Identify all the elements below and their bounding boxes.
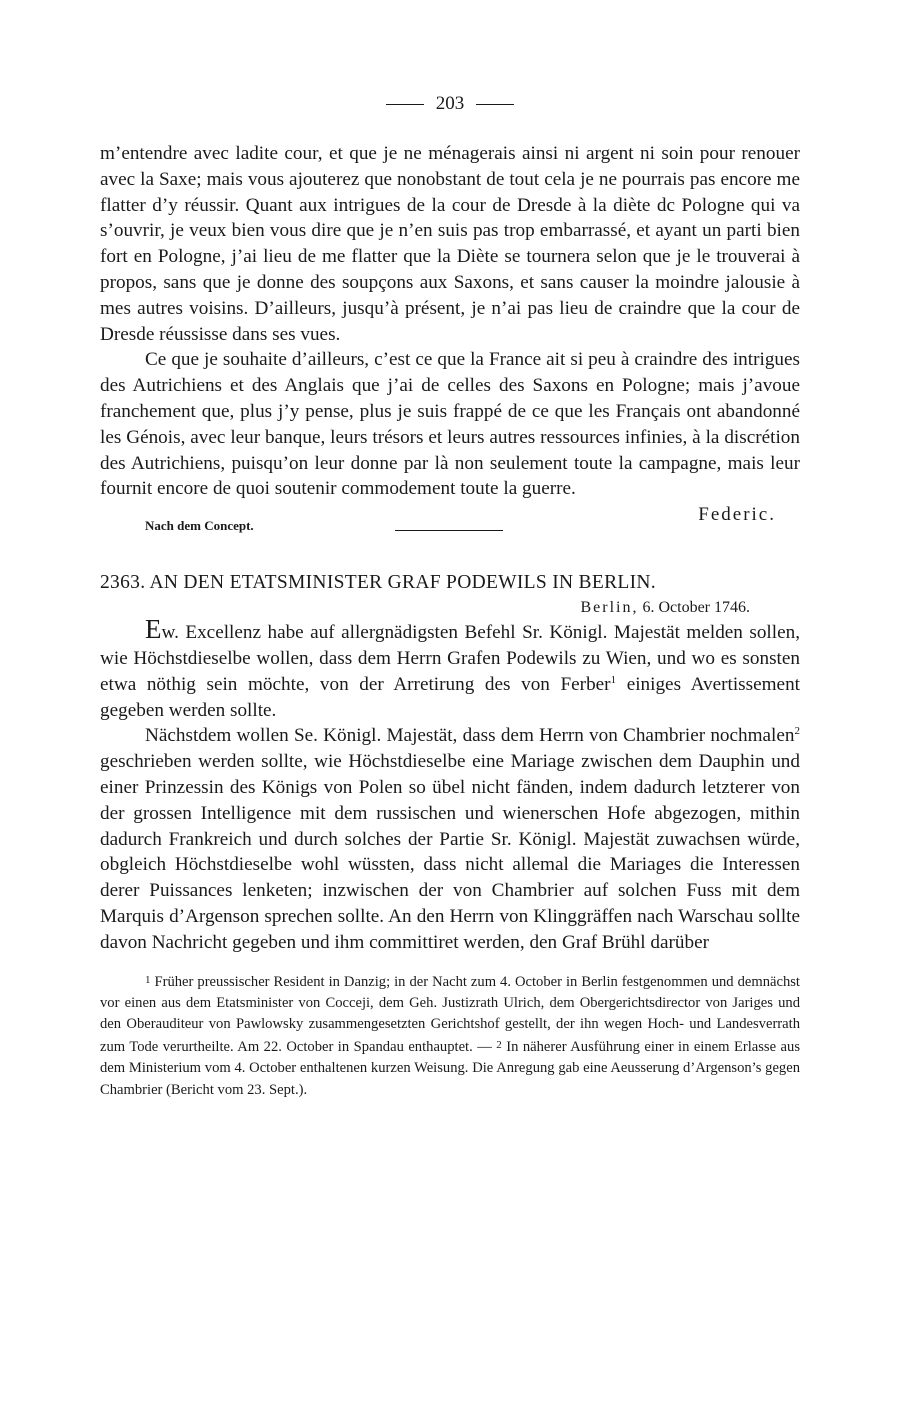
page-number: 203 (435, 93, 465, 114)
signature: Federic. (698, 504, 776, 526)
dateline-date: 6. October 1746. (642, 599, 750, 617)
footnote-1-text: Früher preussischer Resident in Danzig; in der Nacht zum 4. October in Berlin festgenommen und demnächst vor einen aus dem Etatsminister von Cocceji, dem Geh. Justizrath Ulrich, dem Obergerichtsdirector von Jariges und den Oberauditeur von Pawlowsky zusammengesetzten Gerichtshof gestellt, der ihn wegen Hoch- und Landesverrath zum Tode verurtheilte. Am 22. October in Spandau enthauptet. — (100, 973, 800, 1056)
footnote-ref-1: 1 (610, 673, 617, 686)
initial-letter: E (145, 614, 162, 645)
body-p1-text-a: w. Excellenz habe auf allergnädigsten Befehl Sr. Königl. Majestät melden sollen, wie Höchstdieselbe wollen, dass dem Herrn Grafen Podewils zu Wien, und wo es sonsten etwa nöthig sein möchte, von der Arretirung des von Ferber (100, 622, 800, 695)
letter-closing (100, 504, 800, 540)
letter-paragraph-2: Ce que je souhaite d’ailleurs, c’est ce que la France ait si peu à craindre des intrigues des Autrichiens et des Anglais que j’ai de celles des Saxons en Pologne; mais j’avoue franchement que, plus j’y pense, plus je suis frappé de ce que les Français ont abandonné les Génois, avec leur banque, leurs trésors et leurs autres ressources infinies, à la discrétion des Autrichiens, puisqu’on leur donne par là non seulement toute la campagne, mais leur fournit encore de quoi soutenir commodement toute la guerre. (100, 349, 800, 500)
letter-heading: 2363. AN DEN ETATSMINISTER GRAF PODEWILS IN BERLIN. (100, 572, 656, 594)
footnote-2-text: In näherer Ausführung einer in einem Erlasse aus dem Ministerium vom 4. October enthaltenen kurzen Weisung. Die Anregung gab eine Aeusserung d’Argenson’s gegen Chambrier (Bericht vom 23. Sept.). (100, 1039, 800, 1098)
footnote-2-marker: 2 (496, 1039, 502, 1052)
document-page (100, 93, 800, 1101)
section-divider (395, 530, 503, 531)
letter-body-paragraph-2 (100, 723, 800, 955)
footnote-1-marker: 1 (145, 973, 151, 986)
dateline-place: Berlin, (580, 599, 639, 617)
page-number-dash-right (476, 104, 514, 105)
body-p2-text-b: geschrieben werden sollte, wie Höchstdieselbe eine Mariage zwischen dem Dauphin und einer Prinzessin des Königs von Polen so übel nicht fänden, indem dadurch letzterer von der grossen Intelligence mit dem russischen und wienerschen Hofe abgezogen, mithin dadurch Frankreich und durch solches der Partie Sr. Königl. Majestät zuwachsen würde, obgleich Höchstdieselbe wohl wüssten, dass nicht allemal die Mariages die Interessen derer Puissances lenketen; inzwischen der von Chambrier auf solchen Fuss mit dem Marquis d’Argenson sprechen sollte. An den Herrn von Klinggräffen nach Warschau sollte davon Nachricht gegeben und ihm committiret werden, den Graf Brühl darüber (100, 751, 800, 953)
footnote-1 (100, 970, 800, 1101)
page-number-dash-left (386, 104, 424, 105)
body-p1-text-b: einiges Avertissement gegeben werden sollte. (100, 673, 800, 721)
page-number-line (100, 93, 800, 115)
letter-paragraph-1: m’entendre avec ladite cour, et que je ne ménagerais ainsi ni argent ni soin pour renouer avec la Saxe; mais vous ajouterez que nonobstant de tout cela je ne pourrais pas encore me flatter d’y réussir. Quant aux intrigues de la cour de Dresde à la diète dc Pologne qui va s’ouvrir, je veux bien vous dire que je n’en suis pas trop embarrassé, et ayant un parti bien fort en Pologne, j’ai lieu de me flatter que la Diète se tournera selon que je le trouverai à propos, sans que je donne des soupçons aux Saxons, et sans causer la moindre jalousie à mes autres voisins. D’ailleurs, jusqu’à présent, je n’ai pas lieu de craindre que la cour de Dresde réussisse dans ses vues. (100, 143, 800, 345)
body-p2-text-a: Nächstdem wollen Se. Königl. Majestät, dass dem Herrn von Chambrier nochmalen (145, 725, 795, 747)
dateline (100, 597, 750, 619)
footnote-ref-2: 2 (794, 725, 800, 738)
footnotes (100, 970, 800, 1101)
letter-body-paragraph-1 (100, 614, 800, 723)
source-note: Nach dem Concept. (145, 518, 254, 534)
